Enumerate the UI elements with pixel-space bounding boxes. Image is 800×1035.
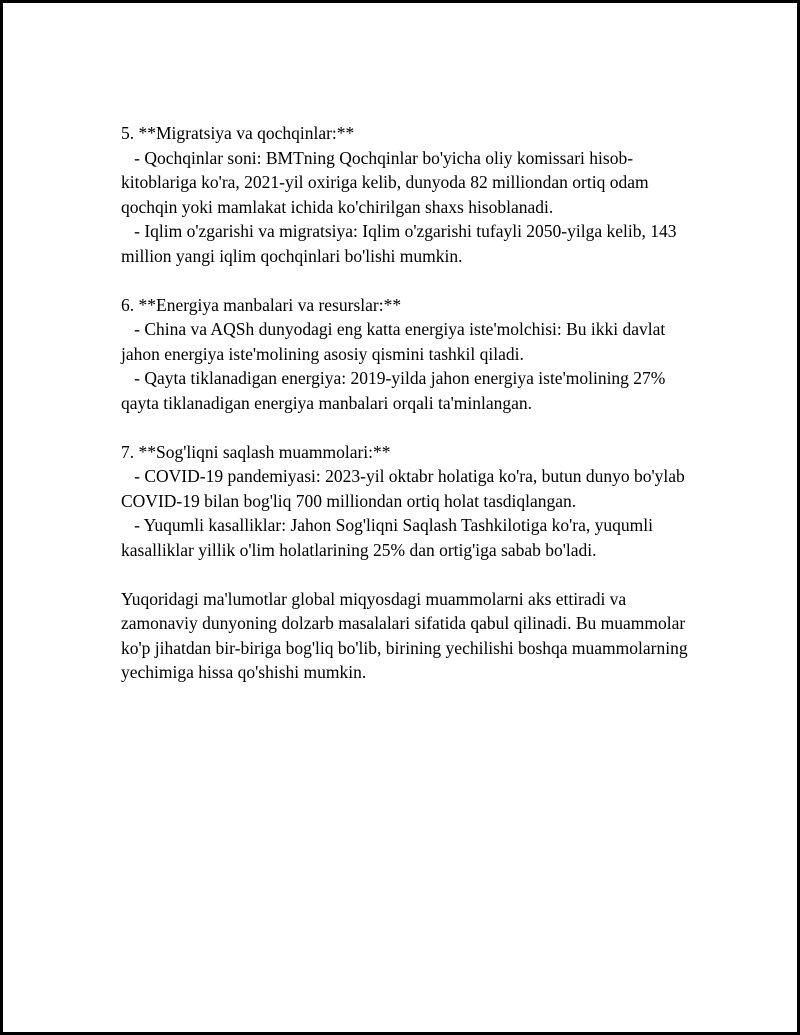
section-spacer <box>121 415 691 440</box>
bullet-climate-migration: - Iqlim o'zgarishi va migratsiya: Iqlim o'zgarishi tufayli 2050-yilga kelib, 143 million yangi iqlim qochqinlari bo'lishi mumkin. <box>121 221 681 266</box>
section-spacer <box>121 268 691 293</box>
section-heading-energy: 6. **Energiya manbalari va resurslar:** <box>121 294 402 315</box>
section-spacer <box>121 562 691 587</box>
bullet-refugee-count: - Qochqinlar soni: BMTning Qochqinlar bo'yicha oliy komissari hisob-kitoblariga ko'ra, 2021-yil oxiriga kelib, dunyoda 82 milliondan ortiq odam qochqin yoki mamlakat ichida ko'chirilgan shaxs hisoblanadi. <box>121 147 653 217</box>
conclusion-paragraph: Yuqoridagi ma'lumotlar global miqyosdagi muammolarni aks ettiradi va zamonaviy dunyoning dolzarb masalalari sifatida qabul qilinadi. Bu muammolar ko'p jihatdan bir-biriga bog'liq bo'lib, birining yechilishi boshqa muammolarning yechimiga hissa qo'shishi mumkin. <box>121 588 692 682</box>
document-body <box>121 121 691 685</box>
bullet-energy-consumers: - China va AQSh dunyodagi eng katta energiya iste'molchisi: Bu ikki davlat jahon energiya iste'molining asosiy qismini tashkil qiladi. <box>121 319 670 364</box>
section-heading-migration: 5. **Migratsiya va qochqinlar:** <box>121 123 355 143</box>
bullet-renewable-energy: - Qayta tiklanadigan energiya: 2019-yilda jahon energiya iste'molining 27% qayta tiklanadigan energiya manbalari orqali ta'minlangan. <box>121 368 670 413</box>
bullet-infectious-diseases: - Yuqumli kasalliklar: Jahon Sog'liqni Saqlash Tashkilotiga ko'ra, yuqumli kasalliklar yillik o'lim holatlarining 25% dan ortig'iga sabab bo'ladi. <box>121 515 658 560</box>
section-heading-health: 7. **Sog'liqni saqlash muammolari:** <box>121 441 391 462</box>
bullet-covid-19: - COVID-19 pandemiyasi: 2023-yil oktabr holatiga ko'ra, butun dunyo bo'ylab COVID-19 bilan bog'liq 700 milliondan ortiq holat tasdiqlangan. <box>121 466 690 511</box>
